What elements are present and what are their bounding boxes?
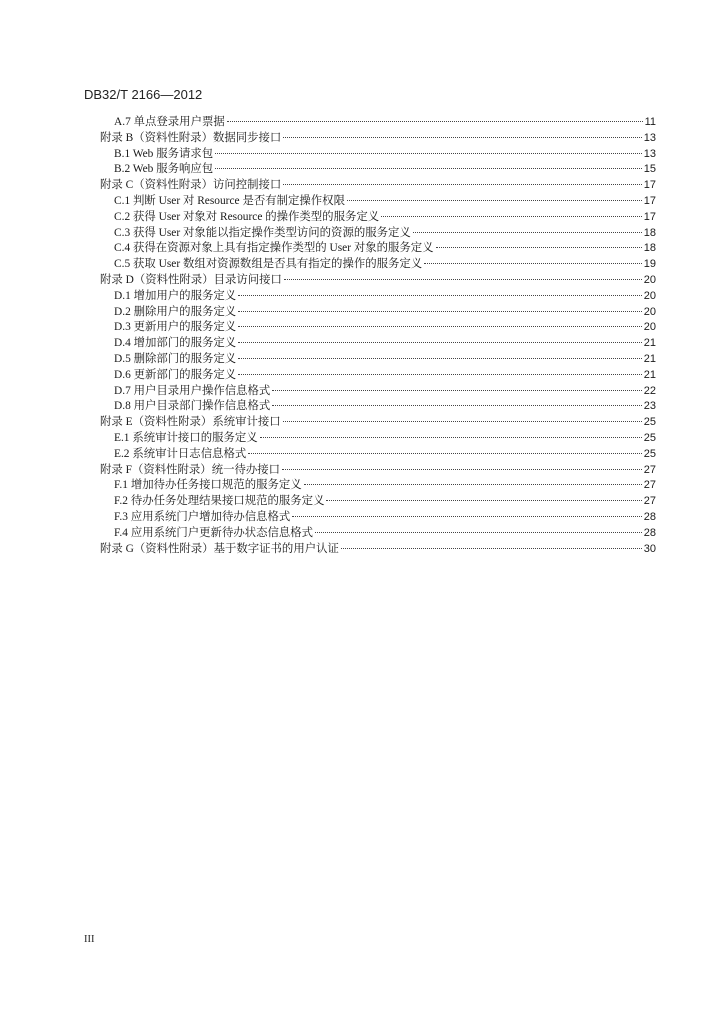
toc-entry-title: B.2 Web 服务响应包 [114,163,214,176]
toc-section-entry[interactable] [100,257,656,273]
toc-section-entry[interactable] [100,384,656,400]
dot-leader [424,263,642,264]
toc-entry-title: E.2 系统审计日志信息格式 [114,447,247,460]
toc-section-entry[interactable] [100,147,656,163]
toc-entry-page: 15 [643,163,656,176]
toc-entry-title: E.1 系统审计接口的服务定义 [114,431,258,444]
toc-entry-title: C.1 判断 User 对 Resource 是否有制定操作权限 [114,194,345,207]
toc-entry-page: 25 [643,447,656,460]
dot-leader [272,390,641,391]
toc-entry-title: F.1 增加待办任务接口规范的服务定义 [114,479,302,492]
dot-leader [292,516,641,517]
toc-entry-title: 附录 C（资料性附录）访问控制接口 [100,179,282,192]
toc-entry-page: 17 [643,210,656,223]
dot-leader [215,168,642,169]
toc-section-entry[interactable] [100,399,656,415]
dot-leader [282,469,642,470]
toc-section-entry[interactable] [100,210,656,226]
toc-section-entry[interactable] [100,115,656,131]
toc-section-entry[interactable] [100,352,656,368]
dot-leader [283,184,641,185]
toc-entry-title: 附录 E（资料性附录）系统审计接口 [100,416,281,429]
toc-entry-page: 17 [643,179,656,192]
toc-entry-title: 附录 D（资料性附录）目录访问接口 [100,273,282,286]
toc-section-entry[interactable] [100,336,656,352]
toc-entry-title: D.5 删除部门的服务定义 [114,352,237,365]
dot-leader [238,311,642,312]
toc-entry-page: 19 [643,258,656,271]
toc-entry-title: D.1 增加用户的服务定义 [114,289,237,302]
toc-entry-title: 附录 G（资料性附录）基于数字证书的用户认证 [100,542,339,555]
dot-leader [238,295,642,296]
page-number: III [84,934,95,945]
toc-entry-page: 28 [643,510,656,523]
dot-leader [315,532,642,533]
toc-entry-page: 23 [643,400,656,413]
dot-leader [227,121,643,122]
toc-entry-page: 25 [643,431,656,444]
toc-entry-title: C.4 获得在资源对象上具有指定操作类型的 User 对象的服务定义 [114,242,434,255]
dot-leader [238,326,642,327]
toc-entry-page: 18 [643,226,656,239]
toc-entry-title: C.2 获得 User 对象对 Resource 的操作类型的服务定义 [114,210,380,223]
dot-leader [283,137,641,138]
toc-entry-page: 17 [643,194,656,207]
dot-leader [284,279,642,280]
toc-section-entry[interactable] [100,194,656,210]
toc-entry-title: F.3 应用系统门户增加待办信息格式 [114,510,291,523]
toc-entry-page: 21 [643,337,656,350]
dot-leader [283,421,642,422]
toc-section-entry[interactable] [100,226,656,242]
dot-leader [304,484,642,485]
toc-section-entry[interactable] [100,526,656,542]
dot-leader [215,153,642,154]
toc-section-entry[interactable] [100,241,656,257]
dot-leader [238,358,642,359]
toc-entry-title: D.2 删除用户的服务定义 [114,305,237,318]
toc-appendix-entry[interactable] [100,178,656,194]
toc-section-entry[interactable] [100,431,656,447]
toc-entry-page: 18 [643,242,656,255]
dot-leader [238,374,642,375]
dot-leader [272,405,641,406]
toc-section-entry[interactable] [100,162,656,178]
dot-leader [326,500,641,501]
toc-appendix-entry[interactable] [100,273,656,289]
toc-entry-page: 22 [643,384,656,397]
toc-entry-title: C.5 获取 User 数组对资源数组是否具有指定的操作的服务定义 [114,258,423,271]
dot-leader [381,216,642,217]
toc-entry-title: F.4 应用系统门户更新待办状态信息格式 [114,526,314,539]
dot-leader [436,247,642,248]
toc-entry-title: 附录 F（资料性附录）统一待办接口 [100,463,281,476]
toc-entry-title: D.8 用户目录部门操作信息格式 [114,400,271,413]
toc-entry-page: 20 [643,305,656,318]
toc-appendix-entry[interactable] [100,415,656,431]
toc-entry-page: 27 [643,463,656,476]
toc-entry-page: 27 [643,479,656,492]
toc-entry-title: 附录 B（资料性附录）数据同步接口 [100,131,282,144]
dot-leader [248,453,641,454]
toc-entry-page: 28 [643,526,656,539]
toc-entry-title: D.6 更新部门的服务定义 [114,368,237,381]
toc-entry-page: 21 [643,352,656,365]
toc-entry-title: F.2 待办任务处理结果接口规范的服务定义 [114,495,325,508]
toc-entry-title: D.4 增加部门的服务定义 [114,337,237,350]
toc-entry-page: 13 [643,131,656,144]
toc-appendix-entry[interactable] [100,542,656,558]
toc-section-entry[interactable] [100,289,656,305]
toc-entry-page: 20 [643,273,656,286]
toc-section-entry[interactable] [100,368,656,384]
toc-entry-title: A.7 单点登录用户票据 [114,116,225,128]
toc-entry-title: D.7 用户目录用户操作信息格式 [114,384,271,397]
toc-entry-page: 21 [643,368,656,381]
toc-appendix-entry[interactable] [100,131,656,147]
dot-leader [347,200,642,201]
dot-leader [238,342,642,343]
toc-entry-page: 20 [643,321,656,334]
toc-section-entry[interactable] [100,447,656,463]
document-id-header: DB32/T 2166—2012 [84,87,203,102]
toc-appendix-entry[interactable] [100,463,656,479]
toc-entry-page: 13 [643,147,656,160]
dot-leader [341,548,642,549]
toc-entry-title: C.3 获得 User 对象能以指定操作类型访问的资源的服务定义 [114,226,411,239]
toc-entry-title: D.3 更新用户的服务定义 [114,321,237,334]
toc-entry-page: 25 [643,416,656,429]
toc-section-entry[interactable] [100,320,656,336]
toc-entry-page: 20 [643,289,656,302]
toc-entry-page: 27 [643,495,656,508]
dot-leader [413,232,642,233]
table-of-contents [100,115,656,557]
toc-entry-page: 11 [644,116,656,128]
toc-entry-title: B.1 Web 服务请求包 [114,147,214,160]
toc-section-entry[interactable] [100,494,656,510]
dot-leader [260,437,642,438]
toc-section-entry[interactable] [100,478,656,494]
toc-section-entry[interactable] [100,305,656,321]
toc-section-entry[interactable] [100,510,656,526]
toc-entry-page: 30 [643,542,656,555]
